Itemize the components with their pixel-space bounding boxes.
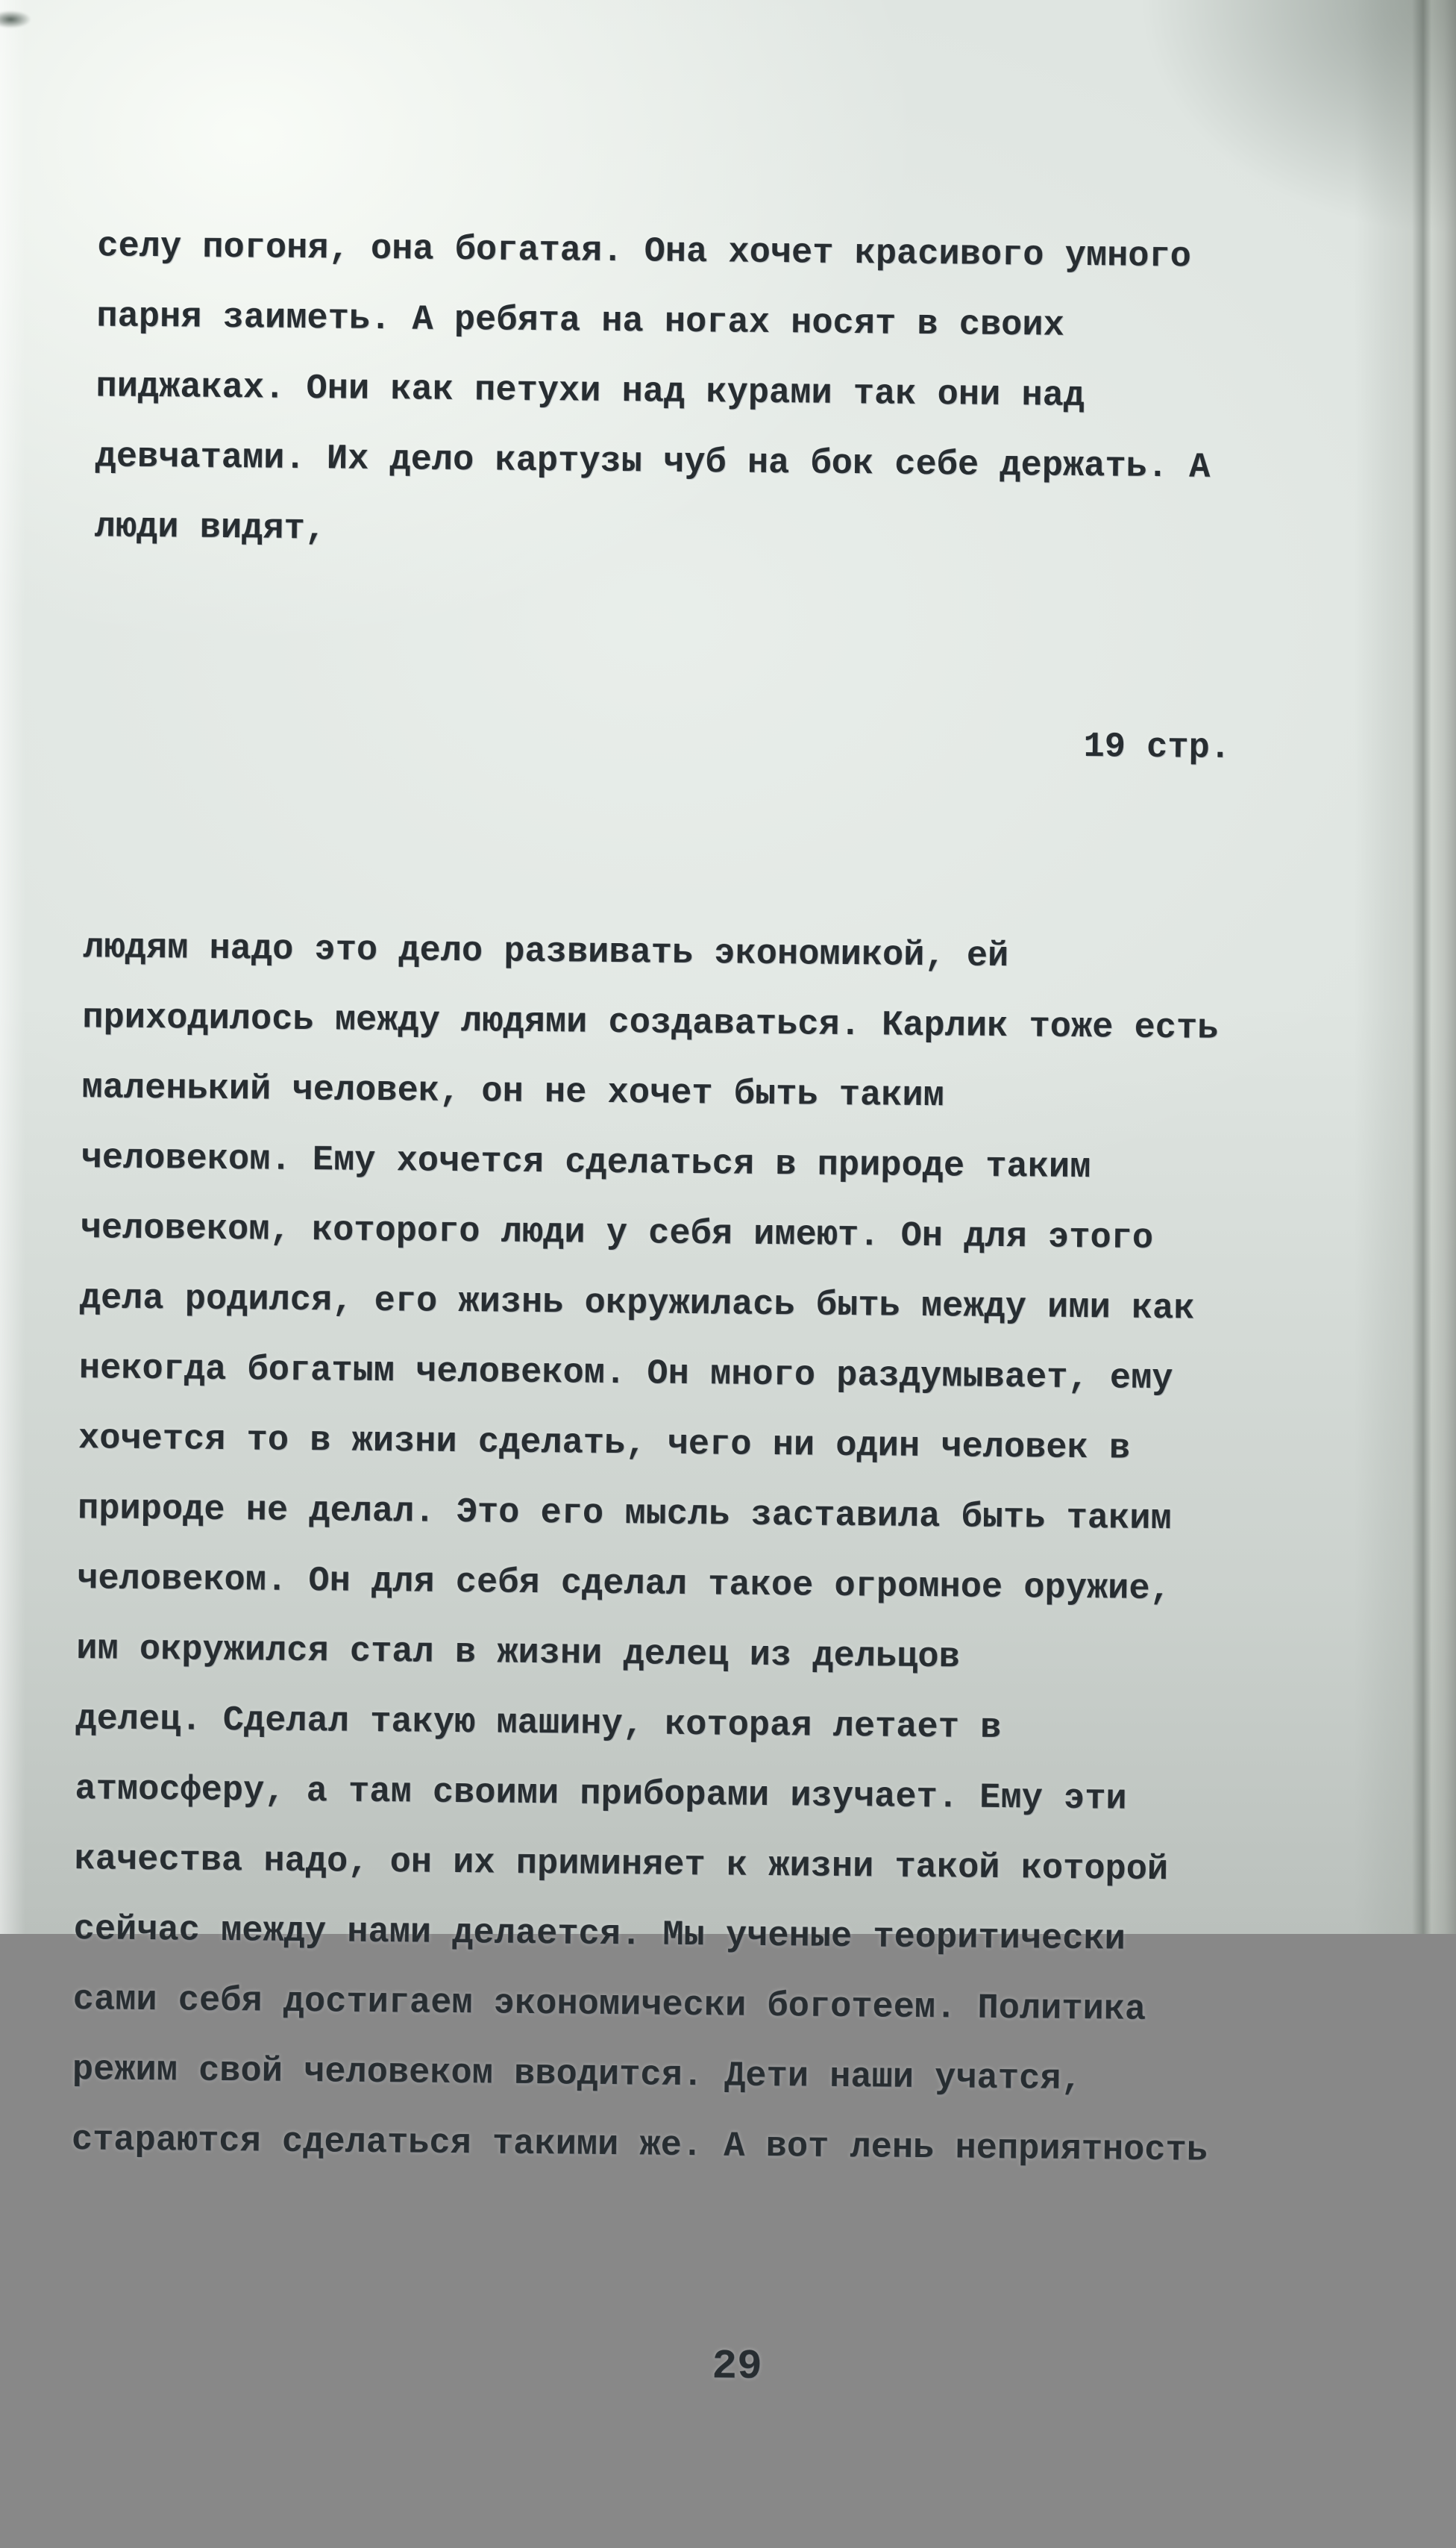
text-line: им окружился стал в жизни делец из дельцов bbox=[76, 1630, 961, 1678]
text-line: качества надо, он их приминяет к жизни такой которой bbox=[74, 1840, 1169, 1891]
text-line: приходилось между людями создаваться. Карлик тоже есть bbox=[82, 998, 1219, 1049]
text-line: человеком. Он для себя сделал такое огромное оружие, bbox=[76, 1559, 1172, 1610]
text-line: природе не делал. Это его мысль заставила быть таким bbox=[77, 1489, 1172, 1540]
text-line: сейчас между нами делается. Мы ученые теоритически bbox=[73, 1910, 1126, 1960]
text-line: некогда богатым человеком. Он много раздумывает, ему bbox=[78, 1349, 1173, 1400]
typewritten-text bbox=[0, 71, 1365, 2547]
text-line: делец. Сделал такую машину, которая летает в bbox=[75, 1700, 1002, 1749]
text-line: атмосферу, а там своими приборами изучает. Ему эти bbox=[75, 1770, 1127, 1820]
text-line: людям надо это дело развивать экономикой, ей bbox=[83, 928, 1009, 977]
source-page-marker: 19 стр. bbox=[1083, 727, 1231, 769]
text-line: люди видят, bbox=[94, 507, 327, 550]
paragraph-2 bbox=[72, 913, 1358, 2188]
text-line: человеком. Ему хочется сделаться в природе таким bbox=[81, 1139, 1091, 1189]
text-line: человеком, которого люди у себя имеют. Он для этого bbox=[80, 1209, 1154, 1259]
text-line: девчатами. Их дело картузы чуб на бок себе держать. А bbox=[95, 437, 1211, 488]
text-line: селу погоня, она богатая. Она хочет красивого умного bbox=[97, 227, 1192, 278]
text-line: хочется то в жизни сделать, чего ни один человек в bbox=[78, 1419, 1131, 1469]
text-line: парня заиметь. А ребята на ногах носят в своих bbox=[96, 297, 1065, 346]
text-line: дела родился, его жизнь окружилась быть между ими как bbox=[79, 1279, 1195, 1330]
ink-smudge bbox=[0, 10, 31, 28]
page-number: 29 bbox=[712, 2342, 763, 2391]
text-line: режим свой человеком вводится. Дети наши учатся, bbox=[72, 2050, 1082, 2100]
text-line: стараются сделаться такими же. А вот лень неприятность bbox=[71, 2120, 1208, 2171]
paragraph-1 bbox=[94, 212, 1364, 575]
text-line: маленький человек, он не хочет быть таким bbox=[81, 1068, 945, 1117]
text-line: пиджаках. Они как петухи над курами так они над bbox=[95, 367, 1085, 417]
text-line: сами себя достигаем экономически боготеем. Политика bbox=[72, 1980, 1146, 2030]
